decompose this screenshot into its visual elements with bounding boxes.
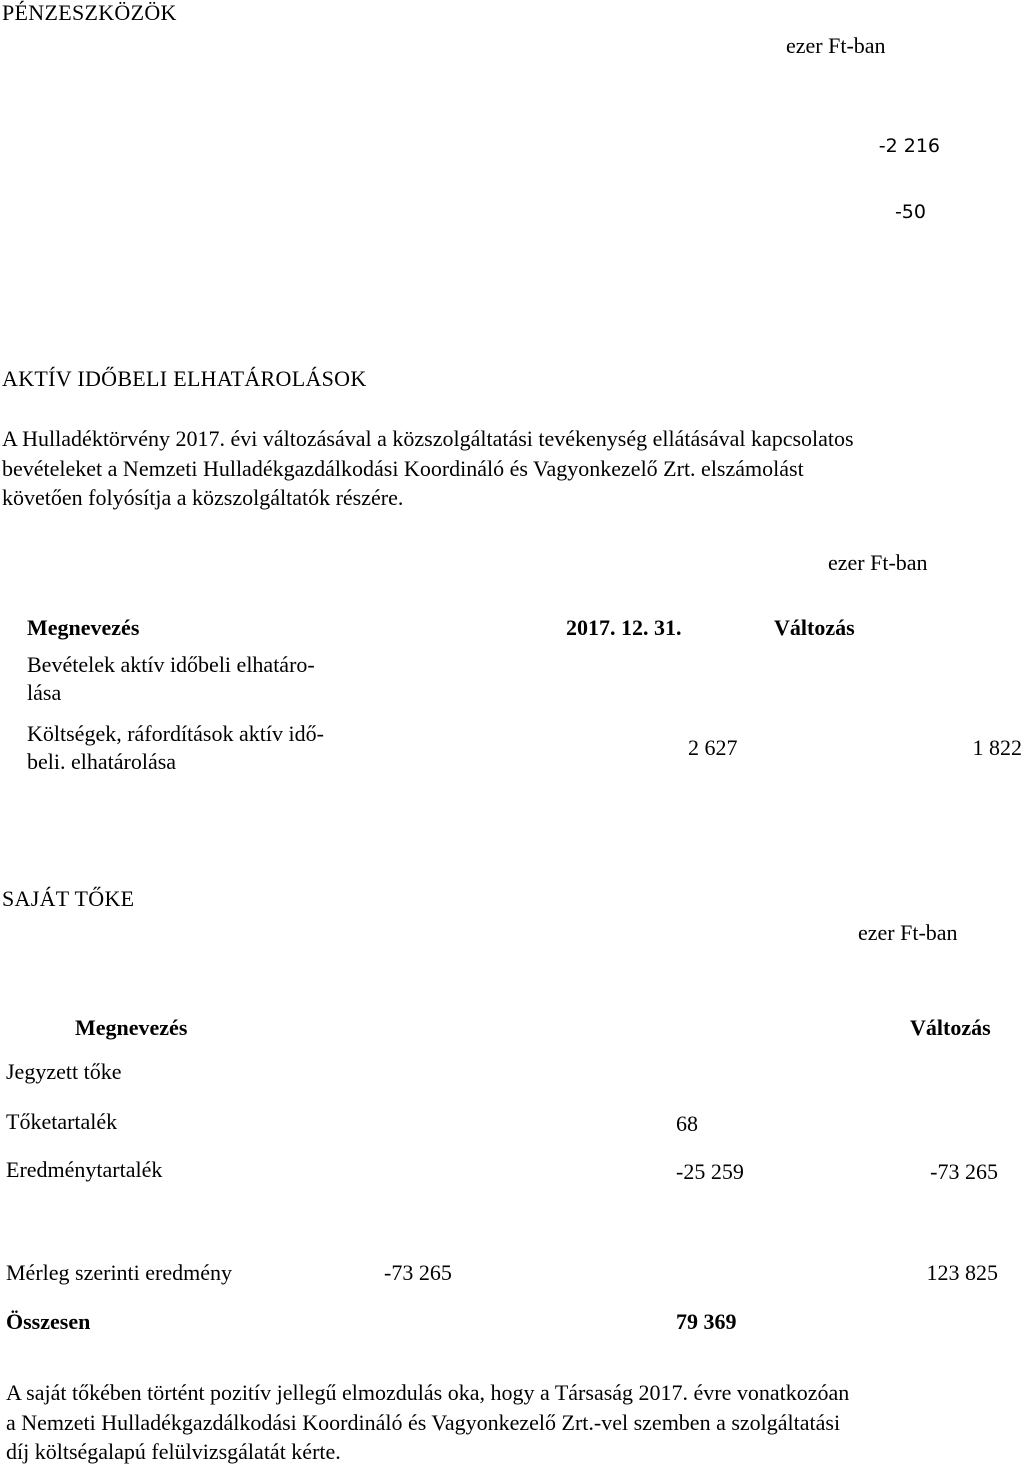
table-row-name: Tőketartalék: [6, 1109, 118, 1134]
row-name-line: Bevételek aktív időbeli elhatáro-: [27, 652, 315, 677]
cash-value-2: -50: [894, 201, 926, 223]
table-cell: -73 265: [384, 1260, 452, 1285]
paragraph-line: a Nemzeti Hulladékgazdálkodási Koordináló és Vagyonkezelő Zrt.-vel szemben a szolgáltatási: [6, 1410, 841, 1435]
row-change: 1 822: [972, 735, 1022, 760]
paragraph-line: A saját tőkében történt pozitív jellegű elmozdulás oka, hogy a Társaság 2017. évre vonatkozóan: [6, 1380, 850, 1405]
paragraph-line: bevételeket a Nemzeti Hulladékgazdálkodási Koordináló és Vagyonkezelő Zrt. elszámolást: [2, 456, 804, 481]
paragraph-line: követően folyósítja a közszolgáltatók részére.: [2, 485, 404, 510]
unit-label-equity: ezer Ft-ban: [858, 920, 958, 945]
column-header-date: 2017. 12. 31.: [566, 615, 682, 640]
row-name-line: Költségek, ráfordítások aktív idő-: [27, 721, 324, 746]
column-header-name: Megnevezés: [75, 1015, 188, 1040]
table-row-name: Jegyzett tőke: [6, 1059, 122, 1084]
unit-label-cash: ezer Ft-ban: [786, 33, 886, 58]
row-value: 2 627: [688, 735, 738, 760]
section-heading-accruals: AKTÍV IDŐBELI ELHATÁROLÁSOK: [2, 366, 367, 391]
table-cell-change: -73 265: [930, 1159, 998, 1184]
table-row-name: Mérleg szerinti eredmény: [6, 1260, 233, 1285]
cash-value-1: -2 216: [878, 135, 940, 157]
table-cell: -25 259: [676, 1159, 744, 1184]
table-cell: 68: [676, 1111, 698, 1136]
column-header-change: Változás: [910, 1015, 991, 1040]
paragraph-line: A Hulladéktörvény 2017. évi változásával a közszolgáltatási tevékenység ellátásával kapcsolatos: [2, 426, 854, 451]
table-cell-total: 79 369: [676, 1309, 737, 1334]
column-header-change: Változás: [774, 615, 855, 640]
table-row-name: Eredménytartalék: [6, 1157, 163, 1182]
row-name-line: lása: [27, 680, 62, 705]
column-header-name: Megnevezés: [27, 615, 140, 640]
table-cell-change: 123 825: [926, 1260, 998, 1285]
row-name-line: beli. elhatárolása: [27, 749, 177, 774]
unit-label-accruals: ezer Ft-ban: [828, 550, 928, 575]
section-heading-equity: SAJÁT TŐKE: [2, 886, 135, 911]
section-heading-cash: PÉNZESZKÖZÖK: [2, 0, 177, 25]
table-row-name-total: Összesen: [6, 1309, 91, 1334]
paragraph-line: díj költségalapú felülvizsgálatát kérte.: [6, 1439, 341, 1464]
